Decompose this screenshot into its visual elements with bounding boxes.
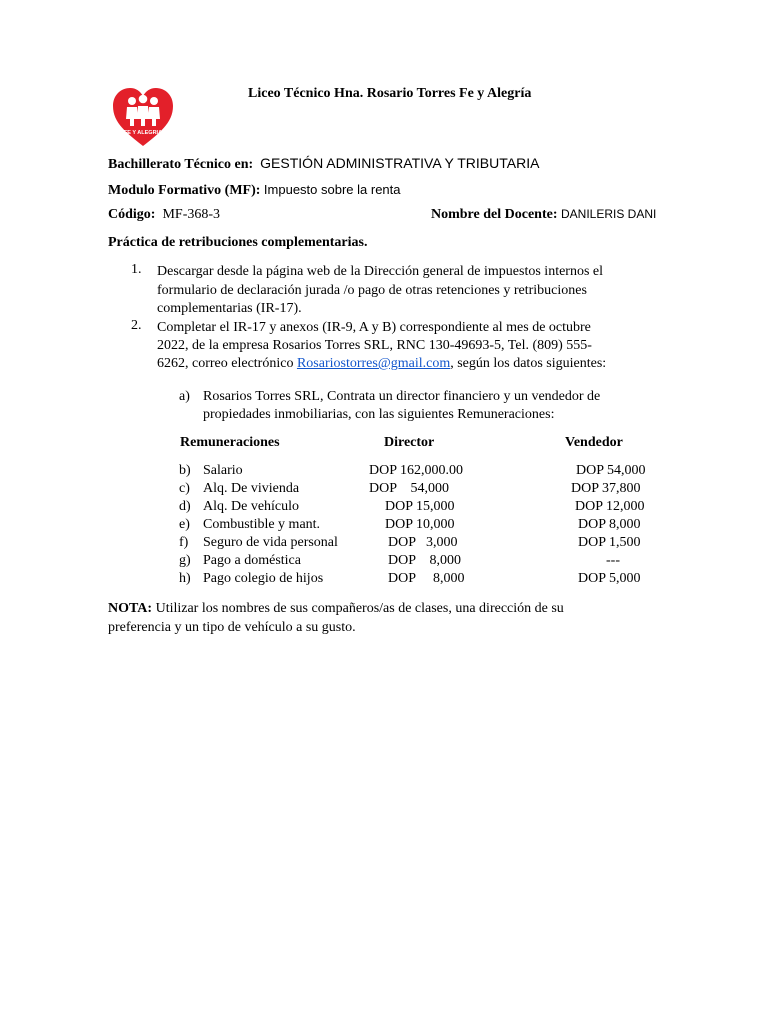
row-vendedor: DOP 37,800 bbox=[571, 481, 641, 496]
instruction-line-email bbox=[157, 354, 606, 373]
row-letter: d) bbox=[179, 499, 191, 514]
table-row bbox=[0, 480, 768, 498]
instruction-text: 6262, correo electrónico bbox=[157, 356, 297, 371]
row-name: Salario bbox=[203, 463, 243, 478]
case-line: Rosarios Torres SRL, Contrata un director financiero y un vendedor de bbox=[203, 389, 601, 404]
row-vendedor: DOP 8,000 bbox=[578, 517, 641, 532]
table-row bbox=[0, 570, 768, 588]
row-letter: h) bbox=[179, 571, 191, 586]
instruction-text: , según los datos siguientes: bbox=[450, 356, 607, 371]
row-vendedor: DOP 12,000 bbox=[575, 499, 645, 514]
modulo-sep: : bbox=[255, 183, 261, 198]
row-name: Seguro de vida personal bbox=[203, 535, 338, 550]
table-row bbox=[0, 552, 768, 570]
row-name: Alq. De vivienda bbox=[203, 481, 300, 496]
docente-label: Nombre del Docente: bbox=[431, 207, 558, 222]
row-director: DOP 3,000 bbox=[388, 535, 458, 550]
bachillerato-line bbox=[108, 155, 539, 173]
row-letter: e) bbox=[179, 517, 190, 532]
instruction-line: complementarias (IR-17). bbox=[157, 301, 302, 316]
row-letter: c) bbox=[179, 481, 190, 496]
email-link[interactable]: Rosariostorres@gmail.com bbox=[296, 356, 451, 371]
row-name: Alq. De vehículo bbox=[203, 499, 300, 514]
codigo-label: Código: bbox=[108, 207, 156, 222]
row-director: DOP 162,000.00 bbox=[369, 463, 463, 478]
row-letter: f) bbox=[179, 535, 189, 550]
row-director: DOP 15,000 bbox=[385, 499, 455, 514]
instruction-number: 2. bbox=[131, 318, 142, 333]
note-line-2: preferencia y un tipo de vehículo a su gusto. bbox=[108, 620, 356, 635]
instruction-number: 1. bbox=[131, 262, 142, 277]
bachillerato-sep: : bbox=[248, 157, 254, 172]
row-letter: b) bbox=[179, 463, 191, 478]
instruction-line: 2022, de la empresa Rosarios Torres SRL, RNC 130-49693-5, Tel. (809) 555- bbox=[157, 338, 592, 353]
row-director: DOP 8,000 bbox=[388, 553, 461, 568]
docente-value: DANILERIS DANI bbox=[561, 207, 657, 221]
table-row bbox=[0, 534, 768, 552]
row-vendedor: --- bbox=[606, 553, 620, 568]
row-vendedor: DOP 1,500 bbox=[578, 535, 641, 550]
logo-text: FE Y ALEGRIA bbox=[123, 130, 163, 136]
row-director: DOP 54,000 bbox=[369, 481, 449, 496]
note-line-1 bbox=[108, 601, 564, 617]
table-row bbox=[0, 462, 768, 480]
instruction-line: Descargar desde la página web de la Dirección general de impuestos internos el bbox=[157, 264, 604, 279]
school-title: Liceo Técnico Hna. Rosario Torres Fe y Alegría bbox=[248, 86, 532, 101]
docente-line bbox=[431, 207, 656, 223]
row-name: Pago a doméstica bbox=[203, 553, 301, 568]
bachillerato-value: GESTIÓN ADMINISTRATIVA Y TRIBUTARIA bbox=[260, 155, 540, 171]
row-vendedor: DOP 54,000 bbox=[576, 463, 646, 478]
instruction-line: formulario de declaración jurada /o pago de otras retenciones y retribuciones bbox=[157, 283, 587, 298]
header-vendedor: Vendedor bbox=[565, 435, 623, 450]
case-line: propiedades inmobiliarias, con las siguientes Remuneraciones: bbox=[203, 407, 555, 422]
modulo-label: Modulo Formativo (MF) bbox=[108, 183, 256, 198]
bachillerato-label: Bachillerato Técnico en bbox=[108, 157, 249, 172]
note-text: Utilizar los nombres de sus compañeros/as de clases, una dirección de su bbox=[152, 601, 564, 616]
row-vendedor: DOP 5,000 bbox=[578, 571, 641, 586]
case-letter: a) bbox=[179, 389, 190, 404]
row-letter: g) bbox=[179, 553, 191, 568]
instruction-line: Completar el IR-17 y anexos (IR-9, A y B) correspondiente al mes de octubre bbox=[157, 320, 591, 335]
modulo-value: Impuesto sobre la renta bbox=[263, 182, 401, 197]
row-director: DOP 8,000 bbox=[388, 571, 465, 586]
codigo-line bbox=[108, 207, 220, 223]
header-remuneraciones: Remuneraciones bbox=[180, 435, 280, 450]
header-director: Director bbox=[384, 435, 435, 450]
row-name: Pago colegio de hijos bbox=[203, 571, 324, 586]
fe-y-alegria-logo bbox=[111, 86, 175, 148]
note-label: NOTA: bbox=[108, 601, 153, 616]
row-director: DOP 10,000 bbox=[385, 517, 455, 532]
table-row bbox=[0, 498, 768, 516]
codigo-value: MF-368-3 bbox=[162, 207, 221, 222]
table-row bbox=[0, 516, 768, 534]
modulo-line bbox=[108, 182, 401, 199]
row-name: Combustible y mant. bbox=[203, 517, 321, 532]
practice-title: Práctica de retribuciones complementarias. bbox=[108, 235, 368, 250]
